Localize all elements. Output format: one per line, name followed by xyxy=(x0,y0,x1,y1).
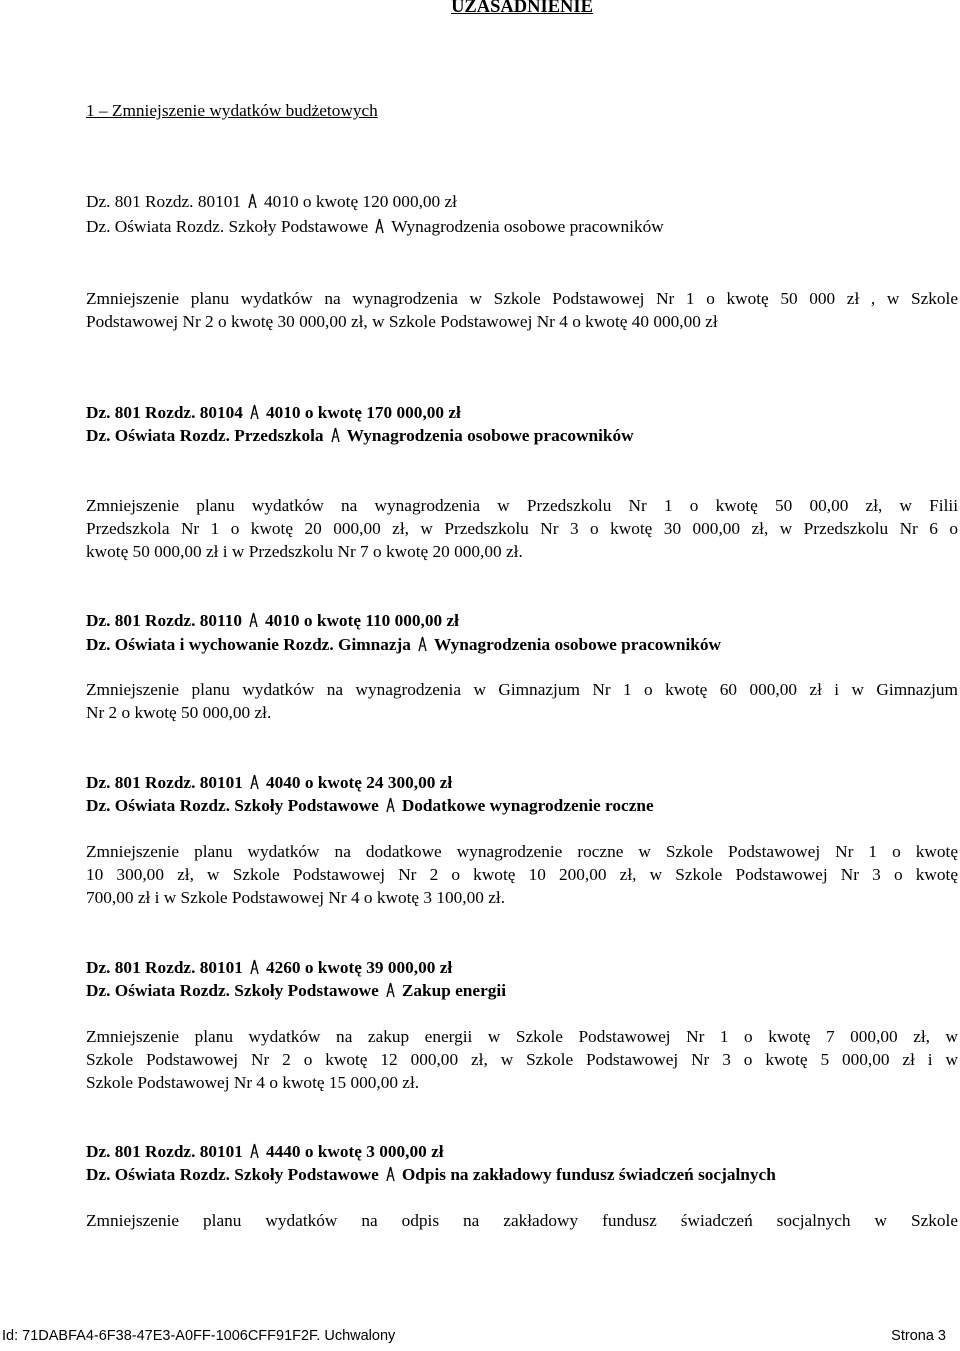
desc-part: Odpis na zakładowy fundusz świadczeń socjalnych xyxy=(401,1165,776,1184)
separator-icon xyxy=(250,404,259,420)
classification-description xyxy=(86,1164,776,1186)
separator-icon xyxy=(248,193,257,209)
body-line: 10 300,00 zł, w Szkole Podstawowej Nr 2 o kwotę 10 200,00 zł, w Szkole Podstawowej Nr 3 o kwotę xyxy=(86,865,958,884)
classification-code xyxy=(86,957,452,979)
body-line: kwotę 50 000,00 zł i w Przedszkolu Nr 7 o kwotę 20 000,00 zł. xyxy=(86,542,523,561)
classification-description xyxy=(86,980,506,1002)
classification-code xyxy=(86,402,461,424)
body-line: Nr 2 o kwotę 50 000,00 zł. xyxy=(86,703,272,722)
desc-part: Dz. Oświata i wychowanie Rozdz. Gimnazja xyxy=(86,635,411,654)
body-line: Zmniejszenie planu wydatków na wynagrodzenia w Szkole Podstawowej Nr 1 o kwotę 50 000 zł , w Szkole xyxy=(86,289,958,308)
desc-part: Wynagrodzenia osobowe pracowników xyxy=(391,217,664,236)
body-line: Podstawowej Nr 2 o kwotę 30 000,00 zł, w Szkole Podstawowej Nr 4 o kwotę 40 000,00 zł xyxy=(86,312,718,331)
code-suffix: 4040 o kwotę 24 300,00 zł xyxy=(265,773,453,792)
body-line: Przedszkola Nr 1 o kwotę 20 000,00 zł, w Przedszkolu Nr 3 o kwotę 30 000,00 zł, w Przedszkolu Nr 6 o xyxy=(86,519,958,538)
classification-description xyxy=(86,425,634,447)
separator-icon xyxy=(386,1166,395,1182)
classification-code xyxy=(86,191,457,213)
desc-part: Dodatkowe wynagrodzenie roczne xyxy=(401,796,654,815)
body-line: Zmniejszenie planu wydatków na dodatkowe wynagrodzenie roczne w Szkole Podstawowej Nr 1 o kwotę xyxy=(86,842,958,861)
separator-icon xyxy=(331,427,340,443)
code-prefix: Dz. 801 Rozdz. 80110 xyxy=(86,611,242,630)
code-suffix: 4440 o kwotę 3 000,00 zł xyxy=(265,1142,444,1161)
body-line: Szkole Podstawowej Nr 2 o kwotę 12 000,00 zł, w Szkole Podstawowej Nr 3 o kwotę 5 000,00 zł i w xyxy=(86,1050,958,1069)
body-line: Zmniejszenie planu wydatków na wynagrodzenia w Gimnazjum Nr 1 o kwotę 60 000,00 zł i w Gimnazjum xyxy=(86,680,958,699)
desc-part: Wynagrodzenia osobowe pracowników xyxy=(433,635,722,654)
code-suffix: 4010 o kwotę 120 000,00 zł xyxy=(264,192,457,211)
desc-part: Dz. Oświata Rozdz. Szkoły Podstawowe xyxy=(86,981,379,1000)
body-line: Zmniejszenie planu wydatków na zakup energii w Szkole Podstawowej Nr 1 o kwotę 7 000,00 zł, w xyxy=(86,1027,958,1046)
classification-description xyxy=(86,634,721,656)
classification-code xyxy=(86,610,459,632)
classification-code xyxy=(86,772,452,794)
separator-icon xyxy=(249,612,258,628)
desc-part: Wynagrodzenia osobowe pracowników xyxy=(346,426,634,445)
code-prefix: Dz. 801 Rozdz. 80101 xyxy=(86,958,243,977)
desc-part: Dz. Oświata Rozdz. Przedszkola xyxy=(86,426,324,445)
code-prefix: Dz. 801 Rozdz. 80101 xyxy=(86,1142,243,1161)
separator-icon xyxy=(386,797,395,813)
page-number: Strona 3 xyxy=(891,1328,946,1344)
code-suffix: 4010 o kwotę 110 000,00 zł xyxy=(265,611,459,630)
separator-icon xyxy=(375,218,384,234)
separator-icon xyxy=(250,1143,259,1159)
body-line: Zmniejszenie planu wydatków na wynagrodzenia w Przedszkolu Nr 1 o kwotę 50 00,00 zł, w Filii xyxy=(86,496,958,515)
body-line: Szkole Podstawowej Nr 4 o kwotę 15 000,00 zł. xyxy=(86,1073,420,1092)
body-line: 700,00 zł i w Szkole Podstawowej Nr 4 o kwotę 3 100,00 zł. xyxy=(86,888,506,907)
classification-code xyxy=(86,1141,444,1163)
desc-part: Dz. Oświata Rozdz. Szkoły Podstawowe xyxy=(86,796,379,815)
code-prefix: Dz. 801 Rozdz. 80101 xyxy=(86,773,243,792)
separator-icon xyxy=(386,982,395,998)
code-prefix: Dz. 801 Rozdz. 80101 xyxy=(86,192,242,211)
code-suffix: 4010 o kwotę 170 000,00 zł xyxy=(265,403,461,422)
classification-description xyxy=(86,795,654,817)
code-suffix: 4260 o kwotę 39 000,00 zł xyxy=(265,958,453,977)
document-id: Id: 71DABFA4-6F38-47E3-A0FF-1006CFF91F2F. Uchwalony xyxy=(2,1328,396,1344)
desc-part: Szkoły Podstawowe xyxy=(228,217,369,236)
code-prefix: Dz. 801 Rozdz. 80104 xyxy=(86,403,243,422)
classification-description xyxy=(86,216,664,238)
desc-part: Dz. Oświata Rozdz. Szkoły Podstawowe xyxy=(86,1165,379,1184)
document-title: UZASADNIENIE xyxy=(451,0,593,17)
desc-part: Zakup energii xyxy=(401,981,506,1000)
body-line: Zmniejszenie planu wydatków na odpis na zakładowy fundusz świadczeń socjalnych w Szkole xyxy=(86,1211,958,1230)
separator-icon xyxy=(418,636,427,652)
separator-icon xyxy=(250,959,259,975)
desc-part: Dz. Oświata Rozdz. xyxy=(86,217,225,236)
section-heading: 1 – Zmniejszenie wydatków budżetowych xyxy=(86,101,378,120)
separator-icon xyxy=(250,774,259,790)
